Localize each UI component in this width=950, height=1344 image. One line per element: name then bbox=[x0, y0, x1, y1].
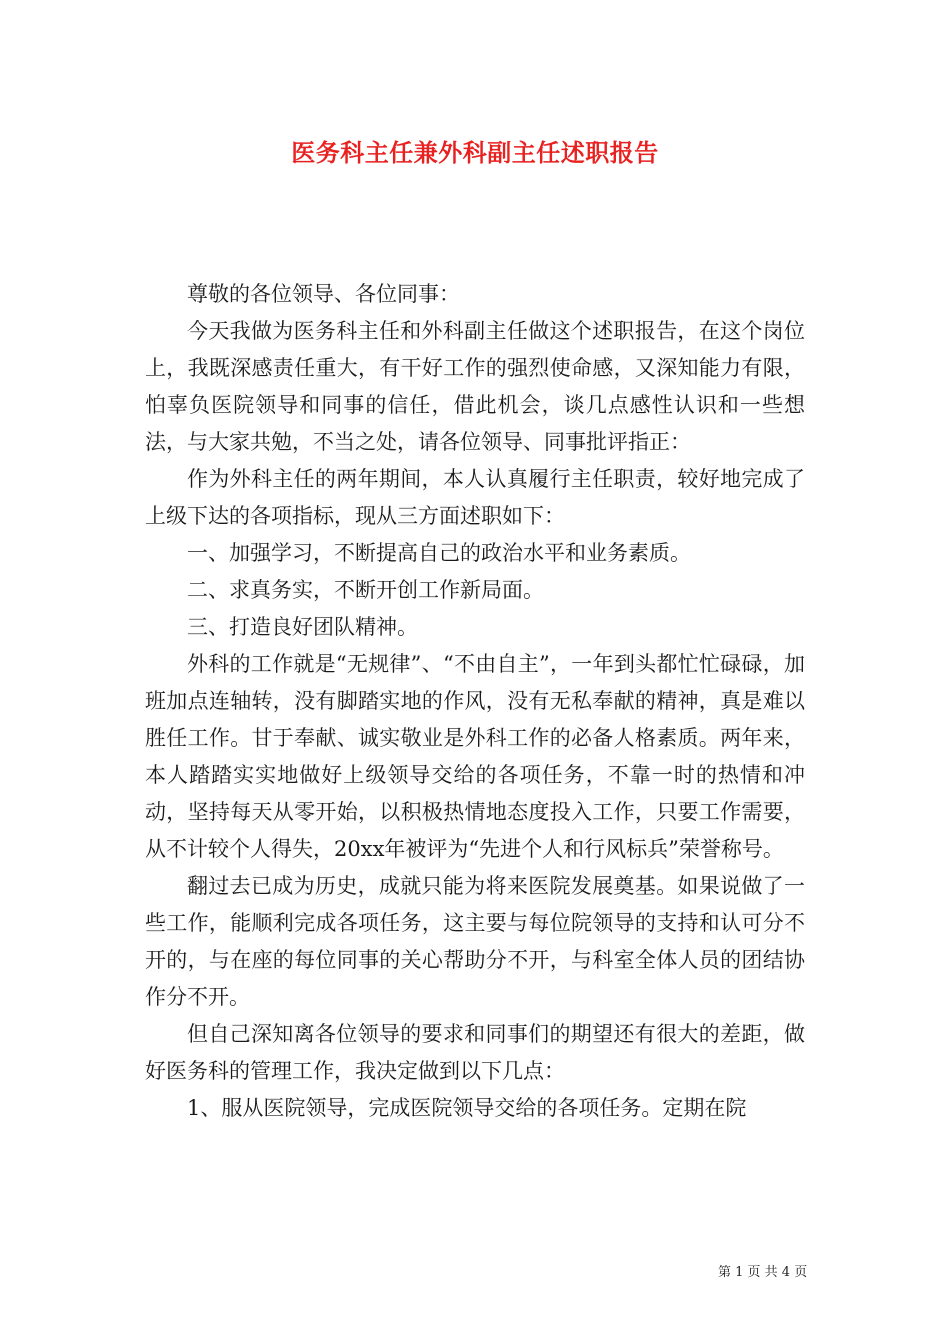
salutation: 尊敬的各位领导、各位同事： bbox=[187, 282, 460, 306]
paragraph-history: 翻过去已成为历史，成就只能为将来医院发展奠基。如果说做了一些工作，能顺利完成各项任务，这主要与每位院领导的支持和认可分不开的，与在座的每位同事的关心帮助分不开，与科室全体人员的团结协作分不开。 bbox=[145, 874, 805, 1009]
paragraph-gap: 但自己深知离各位领导的要求和同事们的期望还有很大的差距，做好医务科的管理工作，我决定做到以下几点： bbox=[145, 1022, 805, 1083]
point-one: 一、加强学习，不断提高自己的政治水平和业务素质。 bbox=[187, 541, 691, 565]
point-two: 二、求真务实，不断开创工作新局面。 bbox=[187, 578, 544, 602]
document-title: 医务科主任兼外科副主任述职报告 bbox=[291, 138, 659, 167]
document-body bbox=[145, 276, 805, 1127]
page-number-footer: 第 1 页 共 4 页 bbox=[718, 1265, 808, 1280]
point-three: 三、打造良好团队精神。 bbox=[187, 615, 418, 639]
list-item-1: 1、服从医院领导，完成医院领导交给的各项任务。定期在院 bbox=[187, 1096, 747, 1120]
paragraph-summary: 作为外科主任的两年期间，本人认真履行主任职责，较好地完成了上级下达的各项指标，现从三方面述职如下： bbox=[145, 467, 805, 528]
paragraph-intro: 今天我做为医务科主任和外科副主任做这个述职报告，在这个岗位上，我既深感责任重大，有干好工作的强烈使命感，又深知能力有限，怕辜负医院领导和同事的信任，借此机会，谈几点感性认识和一些想法，与大家共勉，不当之处，请各位领导、同事批评指正： bbox=[145, 319, 805, 454]
paragraph-surgery-work: 外科的工作就是“无规律”、“不由自主”，一年到头都忙忙碌碌，加班加点连轴转，没有脚踏实地的作风，没有无私奉献的精神，真是难以胜任工作。甘于奉献、诚实敬业是外科工作的必备人格素质。两年来，本人踏踏实实地做好上级领导交给的各项任务，不靠一时的热情和冲动，坚持每天从零开始，以积极热情地态度投入工作，只要工作需要，从不计较个人得失，20xx年被评为“先进个人和行风标兵”荣誉称号。 bbox=[145, 652, 805, 861]
